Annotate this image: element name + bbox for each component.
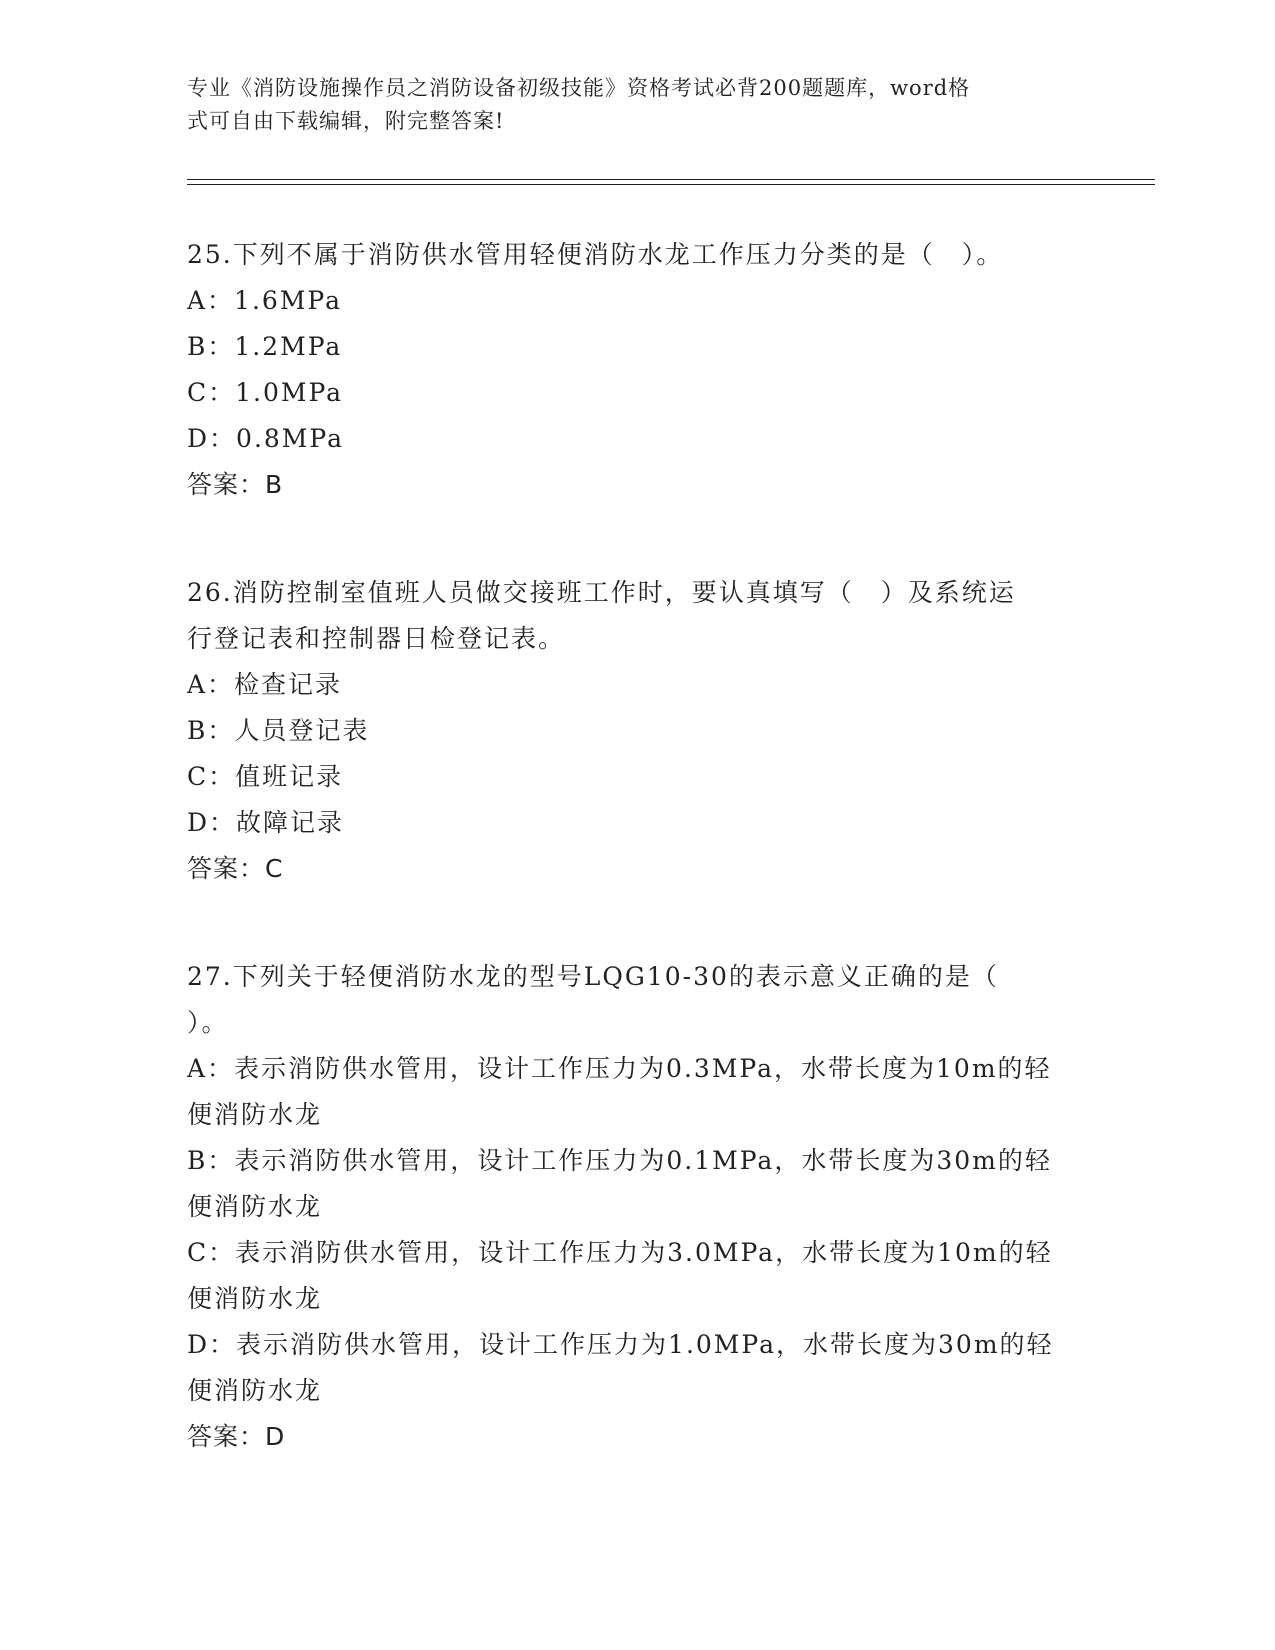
option-b: B：人员登记表: [187, 716, 370, 745]
option-a: A：检查记录: [187, 670, 343, 699]
answer: 答案：B: [187, 470, 284, 499]
option-c-continued: 便消防水龙: [187, 1284, 323, 1313]
option-b: B：1.2MPa: [187, 332, 343, 361]
question-stem: 25.下列不属于消防供水管用轻便消防水龙工作压力分类的是（ ）。: [187, 240, 1004, 269]
question-25: [187, 232, 1087, 508]
document-header: [187, 72, 1067, 138]
header-rule-top: [187, 179, 1155, 180]
question-stem-continued: 行登记表和控制器日检登记表。: [187, 624, 566, 653]
question-stem: 27.下列关于轻便消防水龙的型号LQG10-30的表示意义正确的是（: [187, 962, 999, 991]
question-27: [187, 954, 1087, 1460]
option-d: D：0.8MPa: [187, 424, 345, 453]
answer: 答案：C: [187, 854, 284, 883]
header-line-1: 专业《消防设施操作员之消防设备初级技能》资格考试必背200题题库，word格: [187, 76, 971, 100]
option-a-continued: 便消防水龙: [187, 1100, 323, 1129]
option-a: A：表示消防供水管用，设计工作压力为0.3MPa，水带长度为10m的轻: [187, 1054, 1052, 1083]
question-list: [187, 232, 1087, 1522]
option-a: A：1.6MPa: [187, 286, 343, 315]
question-stem-continued: ）。: [187, 1008, 229, 1037]
header-line-2: 式可自由下载编辑，附完整答案!: [187, 109, 505, 133]
question-26: [187, 570, 1087, 892]
answer: 答案：D: [187, 1422, 286, 1451]
option-d-continued: 便消防水龙: [187, 1376, 323, 1405]
option-c: C：表示消防供水管用，设计工作压力为3.0MPa，水带长度为10m的轻: [187, 1238, 1053, 1267]
option-b: B：表示消防供水管用，设计工作压力为0.1MPa，水带长度为30m的轻: [187, 1146, 1052, 1175]
option-d: D：表示消防供水管用，设计工作压力为1.0MPa，水带长度为30m的轻: [187, 1330, 1054, 1359]
question-stem: 26.消防控制室值班人员做交接班工作时，要认真填写（ ）及系统运: [187, 578, 1016, 607]
option-b-continued: 便消防水龙: [187, 1192, 323, 1221]
option-c: C：1.0MPa: [187, 378, 344, 407]
header-rule-bottom: [187, 184, 1155, 185]
option-c: C：值班记录: [187, 762, 344, 791]
option-d: D：故障记录: [187, 808, 345, 837]
